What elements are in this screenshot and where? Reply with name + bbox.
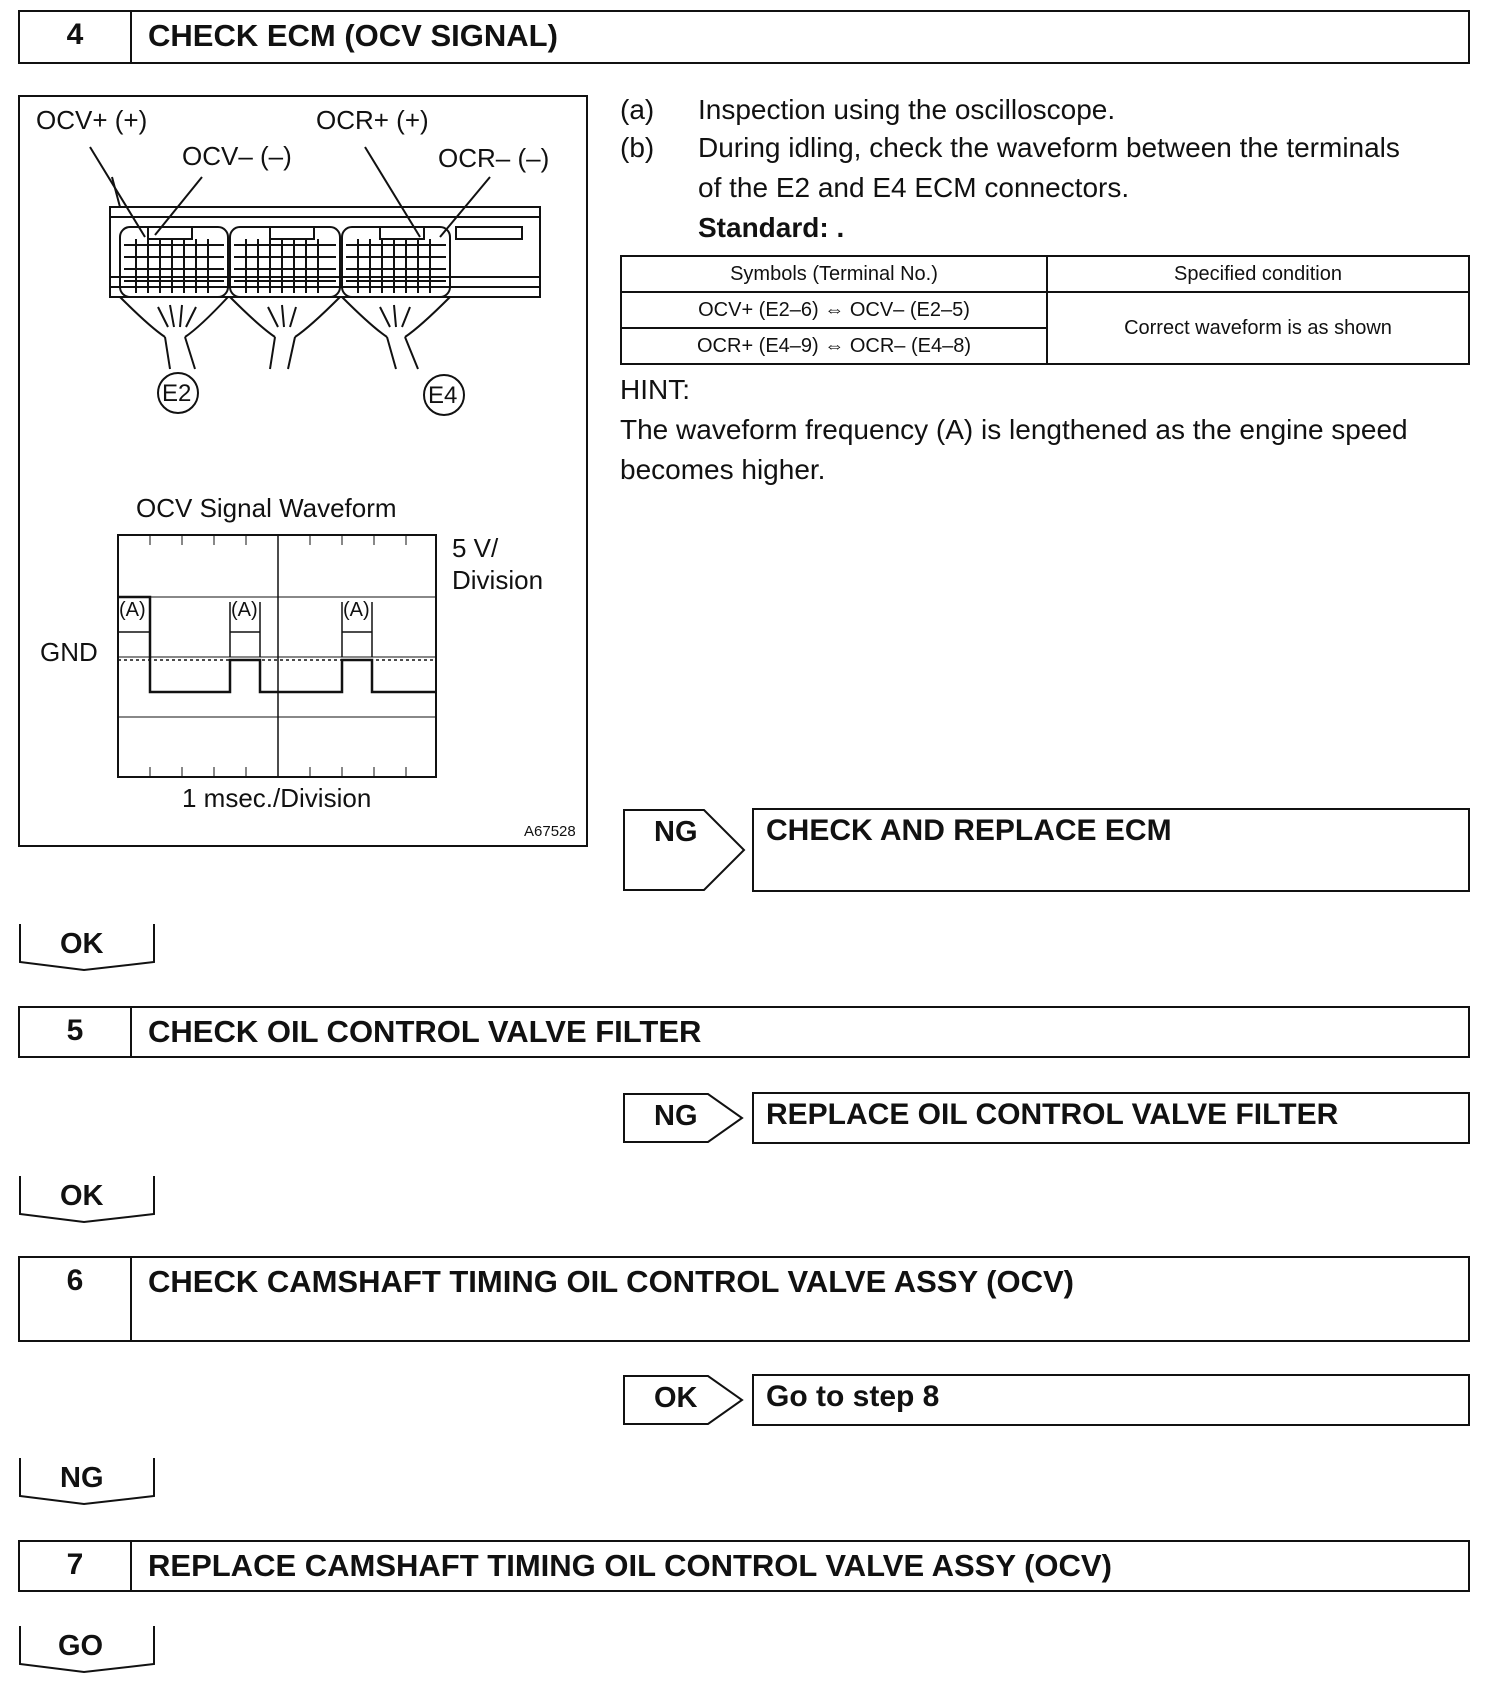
division-label: Division	[452, 565, 544, 595]
ng-flow-tab	[18, 1456, 158, 1506]
ocr-minus-label: OCR– (–)	[438, 143, 550, 173]
table-header: Specified condition	[1047, 256, 1469, 292]
waveform-title: OCV Signal Waveform	[136, 493, 397, 523]
e4-connector-label: E4	[428, 382, 458, 409]
step-title: CHECK CAMSHAFT TIMING OIL CONTROL VALVE ASSY (OCV)	[148, 1264, 1075, 1299]
hint-text-cont: becomes higher.	[620, 454, 826, 485]
ng-result-badge	[622, 808, 748, 892]
gnd-label: GND	[40, 637, 98, 667]
flow-tab-label: NG	[60, 1462, 104, 1494]
step-6-header	[18, 1256, 1470, 1342]
flow-tab-label: OK	[60, 1180, 104, 1212]
ng-result-badge	[622, 1092, 748, 1144]
step-number: 5	[20, 1008, 132, 1056]
standard-label: Standard: .	[698, 212, 845, 243]
ok-flow-tab	[18, 1174, 158, 1224]
flow-tab-label: OK	[60, 928, 104, 960]
table-cell: OCV+ (E2–6) ⇔ OCV– (E2–5)	[621, 292, 1047, 328]
hint-label: HINT:	[620, 374, 690, 405]
ocv-plus-label: OCV+ (+)	[36, 105, 148, 135]
step-number: 7	[20, 1542, 132, 1590]
step-b-text: During idling, check the waveform between the terminals	[698, 132, 1400, 163]
badge-label: NG	[654, 1100, 698, 1132]
pulse-width-label: (A)	[119, 599, 146, 621]
table-header: Symbols (Terminal No.)	[621, 256, 1047, 292]
time-per-division-label: 1 msec./Division	[182, 783, 372, 813]
table-cell: OCR+ (E4–9) ⇔ OCR– (E4–8)	[621, 328, 1047, 364]
step-5-header	[18, 1006, 1470, 1058]
step-a-text: Inspection using the oscilloscope.	[698, 94, 1116, 125]
connector-waveform-figure	[18, 95, 588, 847]
ocv-minus-label: OCV– (–)	[182, 141, 292, 171]
pulse-width-label: (A)	[231, 599, 258, 621]
spec-table	[620, 255, 1470, 365]
step-title: REPLACE CAMSHAFT TIMING OIL CONTROL VALVE ASSY (OCV)	[148, 1548, 1112, 1583]
result-box	[752, 1092, 1470, 1144]
go-flow-tab	[18, 1624, 158, 1674]
step-number: 4	[20, 12, 132, 62]
badge-label: NG	[654, 816, 698, 848]
e2-connector-label: E2	[162, 380, 192, 407]
ok-flow-tab	[18, 922, 158, 972]
result-text: REPLACE OIL CONTROL VALVE FILTER	[766, 1098, 1339, 1131]
flow-tab-label: GO	[58, 1630, 104, 1662]
volts-per-division-label: 5 V/	[452, 533, 499, 563]
step-title: CHECK OIL CONTROL VALVE FILTER	[148, 1014, 702, 1049]
step-number: 6	[20, 1258, 132, 1340]
result-text: Go to step 8	[766, 1380, 940, 1413]
pulse-width-label: (A)	[343, 599, 370, 621]
step-4-header	[18, 10, 1470, 64]
step-b-text-cont: of the E2 and E4 ECM connectors.	[698, 172, 1130, 203]
ok-result-badge	[622, 1374, 748, 1426]
result-box	[752, 808, 1470, 892]
step-a-marker: (a)	[620, 94, 655, 125]
hint-text: The waveform frequency (A) is lengthened as the engine speed	[620, 414, 1408, 445]
step-title: CHECK ECM (OCV SIGNAL)	[148, 18, 558, 53]
table-cell: Correct waveform is as shown	[1047, 292, 1469, 364]
ocr-plus-label: OCR+ (+)	[316, 105, 429, 135]
badge-label: OK	[654, 1382, 698, 1414]
result-box	[752, 1374, 1470, 1426]
connector-diagram	[20, 97, 586, 845]
result-text: CHECK AND REPLACE ECM	[766, 814, 1172, 847]
figure-code: A67528	[524, 823, 576, 840]
step-b-marker: (b)	[620, 132, 655, 163]
step-7-header	[18, 1540, 1470, 1592]
